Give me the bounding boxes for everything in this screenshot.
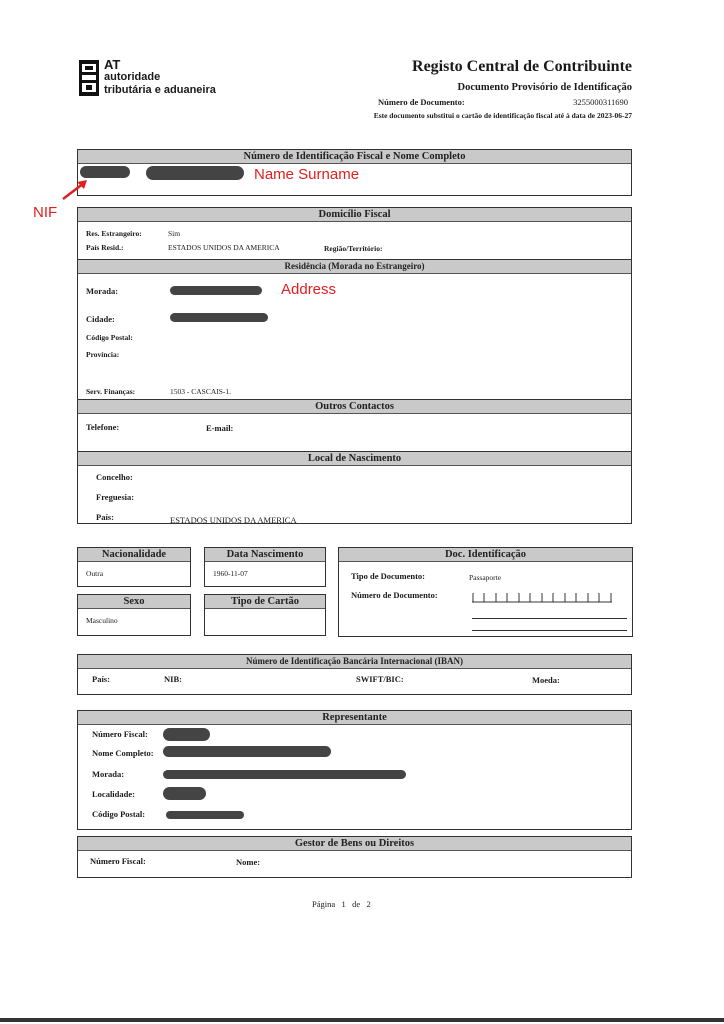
cidade-redacted <box>170 313 268 322</box>
codigo-postal-label: Código Postal: <box>86 333 133 342</box>
rep-nif-redacted <box>163 728 210 741</box>
morada-label: Morada: <box>86 286 119 296</box>
iban-section <box>77 654 632 695</box>
representante-title: Representante <box>78 711 631 725</box>
at-logo-mark <box>78 58 100 98</box>
serv-financas-label: Serv. Finanças: <box>86 387 136 396</box>
numero-documento-label: Número de Documento: <box>351 590 438 600</box>
page-number: 1 <box>341 899 346 909</box>
morada-redacted <box>170 286 262 295</box>
iban-nib-label: NIB: <box>164 674 182 684</box>
iban-title: Número de Identificação Bancária Internacional (IBAN) <box>78 655 631 669</box>
iban-pais-label: País: <box>92 674 110 684</box>
nif-name-title: Número de Identificação Fiscal e Nome Completo <box>78 150 631 164</box>
numero-documento-boxes <box>472 591 612 603</box>
gestor-numero-fiscal-label: Número Fiscal: <box>90 856 146 866</box>
data-nascimento-box <box>204 547 326 587</box>
email-label: E-mail: <box>206 423 234 433</box>
nacionalidade-box <box>77 547 191 587</box>
sexo-box <box>77 594 191 636</box>
at-logo <box>78 58 238 100</box>
gestor-title: Gestor de Bens ou Direitos <box>78 837 631 851</box>
rep-nome-label: Nome Completo: <box>92 748 154 758</box>
rep-codigo-postal-redacted <box>166 811 244 819</box>
doc-number-label: Número de Documento: <box>378 97 465 107</box>
rep-nome-redacted <box>163 746 331 757</box>
concelho-label: Concelho: <box>96 472 133 482</box>
domicilio-section <box>77 207 632 524</box>
regiao-label: Região/Território: <box>324 244 383 253</box>
nacionalidade-title: Nacionalidade <box>78 548 190 562</box>
rep-morada-label: Morada: <box>92 769 125 779</box>
page-indicator <box>312 899 371 909</box>
logo-at-text: AT <box>104 57 121 72</box>
nif-arrow-icon <box>60 178 90 202</box>
sexo-title: Sexo <box>78 595 190 609</box>
pais-resid-label: País Resid.: <box>86 243 124 252</box>
nacionalidade-value: Outra <box>86 569 104 578</box>
telefone-label: Telefone: <box>86 422 120 432</box>
serv-financas-value: 1503 - CASCAIS-1. <box>170 387 232 396</box>
rep-localidade-redacted <box>163 787 206 800</box>
name-redacted <box>146 166 244 180</box>
tipo-cartao-box <box>204 594 326 636</box>
doc-identificacao-title: Doc. Identificação <box>339 548 632 562</box>
freguesia-label: Freguesia: <box>96 492 135 502</box>
tipo-documento-label: Tipo de Documento: <box>351 571 425 581</box>
domicilio-title: Domicílio Fiscal <box>78 208 631 222</box>
doc-line-1 <box>472 618 627 619</box>
rep-codigo-postal-label: Código Postal: <box>92 809 146 819</box>
provincia-label: Província: <box>86 350 120 359</box>
validity-note: Este documento substitui o cartão de identificação fiscal até à data de 2023-06-27 <box>373 111 632 120</box>
sexo-value: Masculino <box>86 616 118 625</box>
gestor-nome-label: Nome: <box>236 857 261 867</box>
logo-line2: tributária e aduaneira <box>104 84 216 96</box>
page-subtitle: Documento Provisório de Identificação <box>457 82 632 93</box>
de-label: de <box>352 899 361 909</box>
contactos-title: Outros Contactos <box>78 400 631 414</box>
page-total: 2 <box>366 899 371 909</box>
annotation-nif: NIF <box>33 204 58 221</box>
rep-numero-fiscal-label: Número Fiscal: <box>92 729 148 739</box>
tipo-documento-value: Passaporte <box>469 573 502 582</box>
doc-identificacao-box <box>338 547 633 637</box>
tipo-cartao-title: Tipo de Cartão <box>205 595 325 609</box>
nasc-pais-value: ESTADOS UNIDOS DA AMERICA <box>170 515 297 525</box>
logo-line1: autoridade <box>104 71 161 83</box>
res-estrangeiro-value: Sim <box>168 229 181 238</box>
iban-swift-label: SWIFT/BIC: <box>356 674 404 684</box>
cidade-label: Cidade: <box>86 314 115 324</box>
rep-morada-redacted <box>163 770 406 779</box>
rep-localidade-label: Localidade: <box>92 789 135 799</box>
doc-number-value: 3255000311690 <box>573 97 628 107</box>
page-title: Registo Central de Contribuinte <box>412 58 632 75</box>
gestor-section <box>77 836 632 878</box>
pais-resid-value: ESTADOS UNIDOS DA AMERICA <box>168 243 280 252</box>
residencia-title: Residência (Morada no Estrangeiro) <box>78 260 631 274</box>
annotation-address: Address <box>281 281 337 298</box>
doc-line-2 <box>472 630 627 631</box>
nasc-pais-label: País: <box>96 512 114 522</box>
pagina-label: Página <box>312 899 336 909</box>
res-estrangeiro-label: Res. Estrangeiro: <box>86 229 142 238</box>
nascimento-title: Local de Nascimento <box>78 452 631 466</box>
data-nascimento-title: Data Nascimento <box>205 548 325 562</box>
annotation-name-surname: Name Surname <box>254 166 360 183</box>
bottom-edge <box>0 1018 724 1022</box>
nif-redacted <box>80 166 130 178</box>
iban-moeda-label: Moeda: <box>532 675 560 685</box>
data-nascimento-value: 1960-11-07 <box>213 569 248 578</box>
